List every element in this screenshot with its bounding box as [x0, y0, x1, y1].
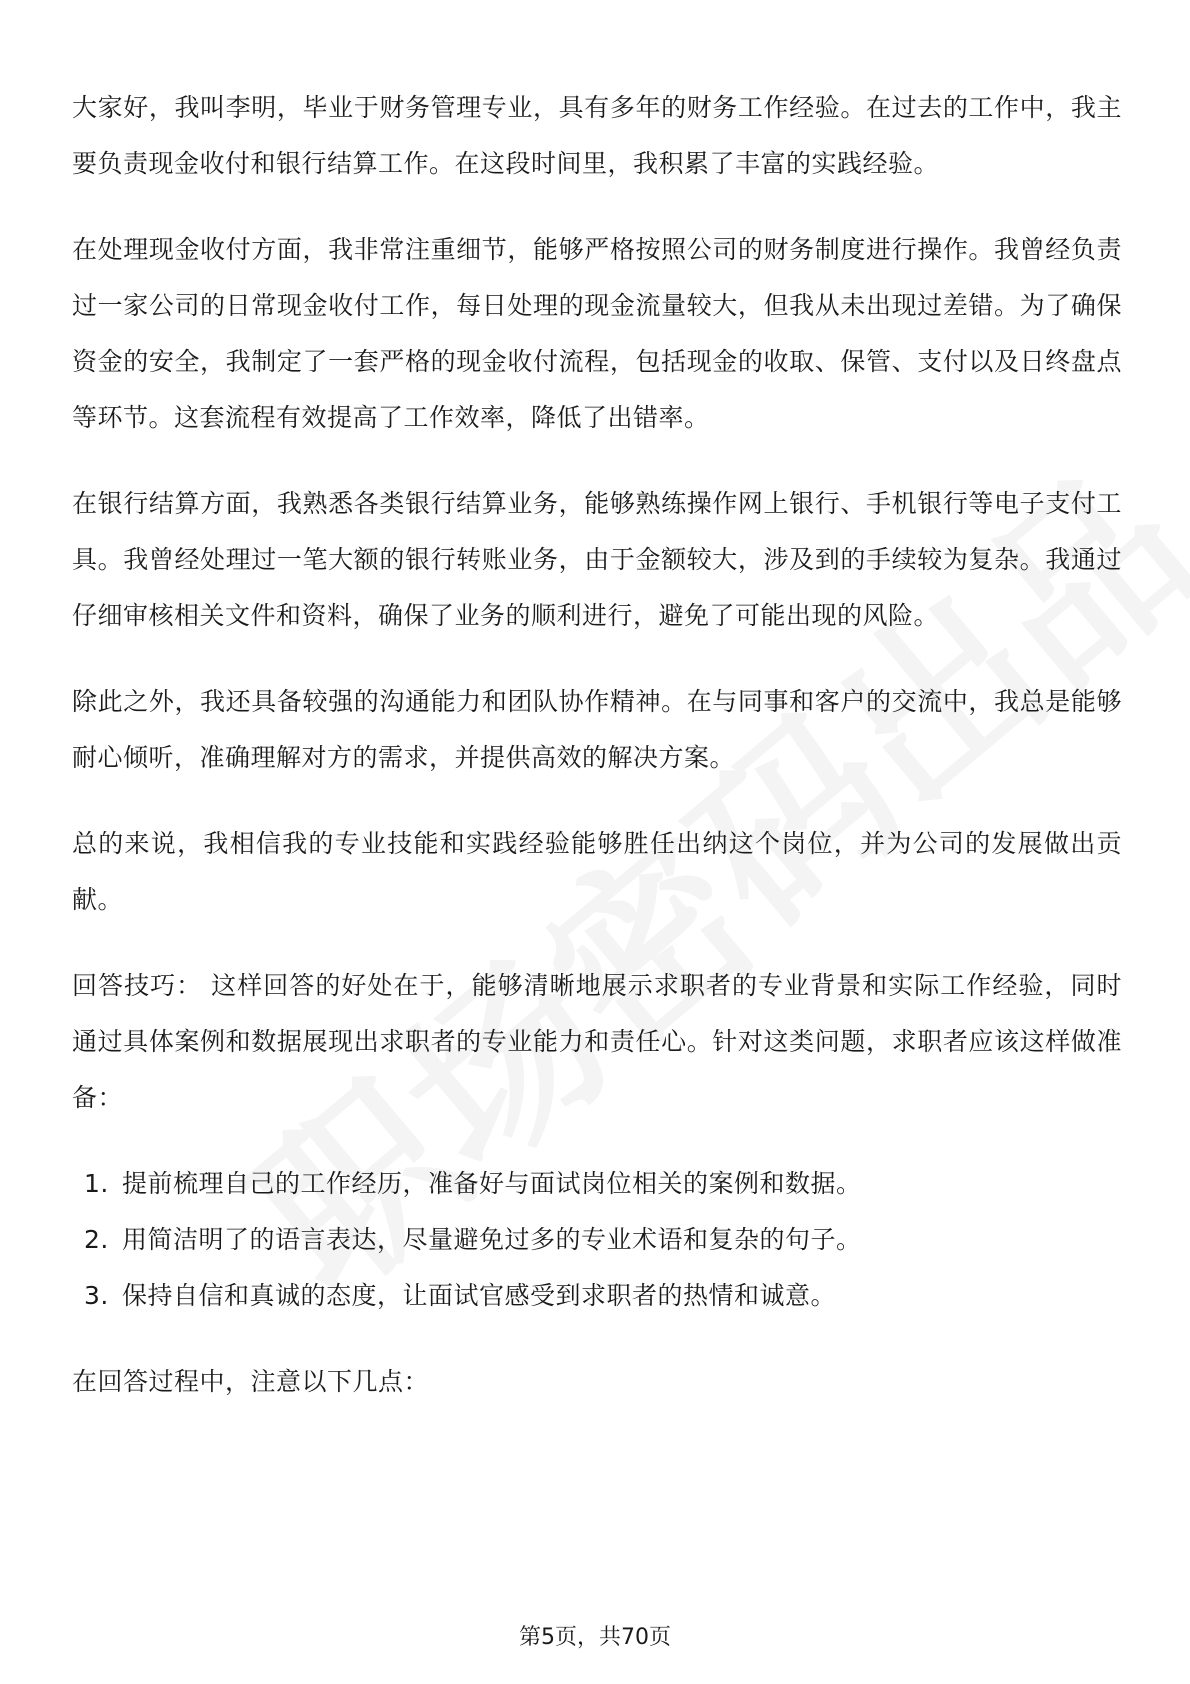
list-item-number: 2.	[84, 1225, 109, 1254]
list-item-number: 3.	[84, 1281, 109, 1310]
list-item	[72, 1268, 1122, 1324]
list-item	[72, 1212, 1122, 1268]
list-item-number: 1.	[84, 1169, 109, 1198]
paragraph-bank: 在银行结算方面，我熟悉各类银行结算业务，能够熟练操作网上银行、手机银行等电子支付工具。我曾经处理过一笔大额的银行转账业务，由于金额较大，涉及到的手续较为复杂。我通过仔细审核相关文件和资料，确保了业务的顺利进行，避免了可能出现的风险。	[72, 489, 1122, 630]
paragraph-intro: 大家好，我叫李明，毕业于财务管理专业，具有多年的财务工作经验。在过去的工作中，我主要负责现金收付和银行结算工作。在这段时间里，我积累了丰富的实践经验。	[72, 93, 1122, 178]
list-item-text: 用简洁明了的语言表达，尽量避免过多的专业术语和复杂的句子。	[122, 1225, 862, 1254]
page-number: 第5页，共70页	[519, 1625, 671, 1650]
paragraph-summary: 总的来说，我相信我的专业技能和实践经验能够胜任出纳这个岗位，并为公司的发展做出贡献。	[72, 829, 1122, 914]
list-item	[72, 1156, 1122, 1212]
document-body	[72, 80, 1122, 1440]
paragraph-closing: 在回答过程中，注意以下几点：	[72, 1367, 430, 1396]
list-item-text: 保持自信和真诚的态度，让面试官感受到求职者的热情和诚意。	[122, 1281, 837, 1310]
paragraph-cash: 在处理现金收付方面，我非常注重细节，能够严格按照公司的财务制度进行操作。我曾经负责过一家公司的日常现金收付工作，每日处理的现金流量较大，但我从未出现过差错。为了确保资金的安全，我制定了一套严格的现金收付流程，包括现金的收取、保管、支付以及日终盘点等环节。这套流程有效提高了工作效率，降低了出错率。	[72, 235, 1122, 432]
tips-list	[72, 1156, 1122, 1324]
paragraph-communication: 除此之外，我还具备较强的沟通能力和团队协作精神。在与同事和客户的交流中，我总是能够耐心倾听，准确理解对方的需求，并提供高效的解决方案。	[72, 687, 1122, 772]
list-item-text: 提前梳理自己的工作经历，准备好与面试岗位相关的案例和数据。	[122, 1169, 862, 1198]
paragraph-tips: 回答技巧： 这样回答的好处在于，能够清晰地展示求职者的专业背景和实际工作经验，同时通过具体案例和数据展现出求职者的专业能力和责任心。针对这类问题，求职者应该这样做准备：	[72, 971, 1122, 1112]
